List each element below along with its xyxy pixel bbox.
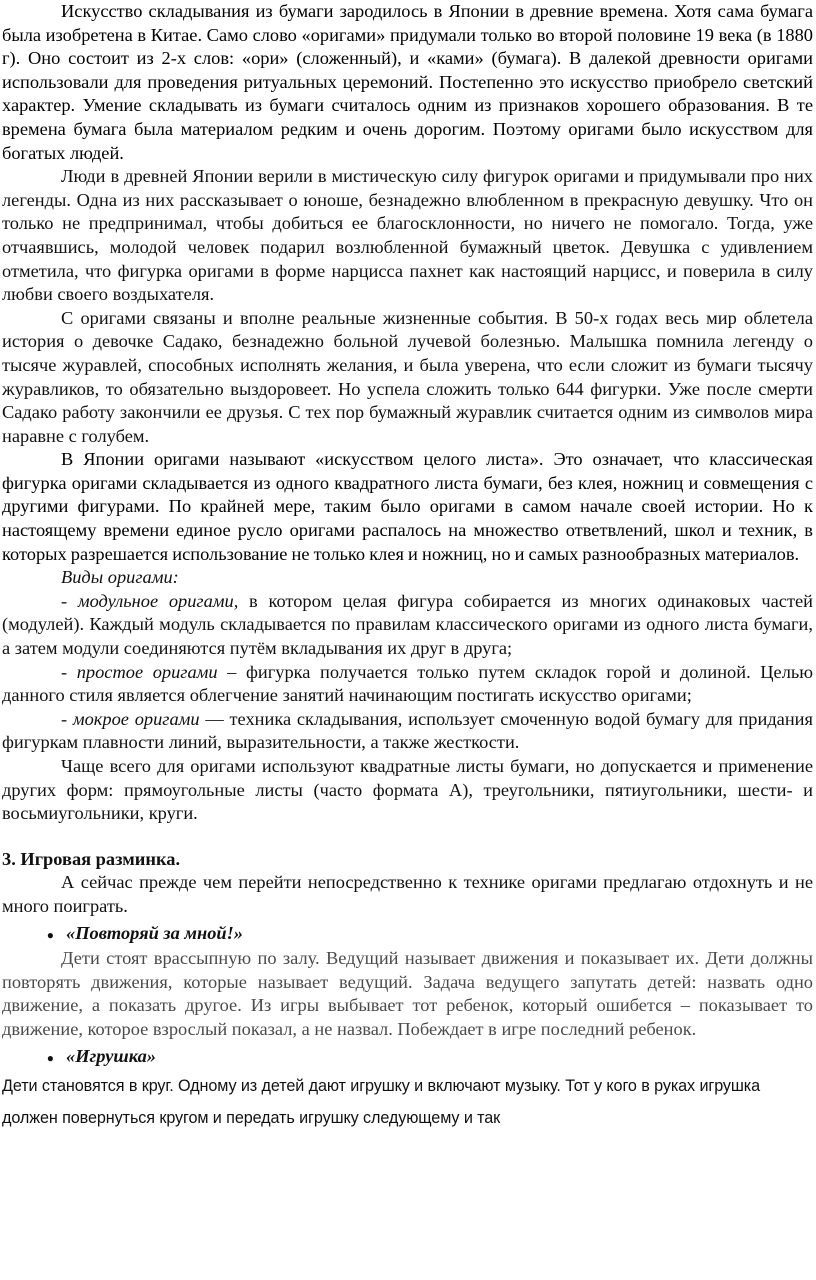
type-item-wet bbox=[2, 708, 813, 755]
type-dash: - bbox=[61, 661, 77, 682]
type-item-modular bbox=[2, 590, 813, 661]
paragraph-origin: Искусство складывания из бумаги зародилось в Японии в древние времена. Хотя сама бумага была изобретена в Китае. Само слово «оригами» придумали только во второй половине 19 века (в 1880 г). Оно состоит из 2-х слов: «ори» (сложенный), и «ками» (бумага). В далекой древности оригами использовали для проведения ритуальных церемоний. Постепенно это искусство приобрело светский характер. Умение складывать из бумаги считалось одним из признаков хорошего образования. В те времена бумага была материалом редким и очень дорогим. Поэтому оригами было искусством для богатых людей. bbox=[2, 1, 813, 163]
type-description: – фигурка получается только путем складок горой и долиной. Целью данного стиля является облегчение занятий начинающим постигать искусство оригами; bbox=[2, 661, 813, 706]
type-description: в котором целая фигура собирается из многих одинаковых частей (модулей). Каждый модуль складывается по правилам классического оригами из одного листа бумаги, а затем модули соединяются путём вкладывания их друг в друга; bbox=[2, 590, 813, 659]
type-description: — техника складывания, использует смоченную водой бумагу для придания фигуркам плавности линий, выразительности, а также жесткости. bbox=[2, 708, 813, 753]
type-dash: - bbox=[61, 708, 73, 729]
game-title: «Повторяй за мной!» bbox=[66, 922, 243, 943]
bullet-icon: ● bbox=[46, 1050, 54, 1065]
game-description: Дети стоят врассыпную по залу. Ведущий называет движения и показывает их. Дети должны повторять движения, которые называет ведущий. Задача ведущего запутать детей: назвать одно движение, а показать другое. Из игры выбывает тот ребенок, который ошибется – показывает то движение, которое взрослый показал, а не назвал. Побеждает в игре последний ребенок. bbox=[2, 948, 813, 1039]
type-item-simple bbox=[2, 661, 813, 708]
spacer bbox=[2, 826, 813, 848]
types-heading-text: Виды оригами: bbox=[61, 567, 179, 588]
paragraph-forms: Чаще всего для оригами используют квадратные листы бумаги, но допускается и применение других форм: прямоугольные листы (часто формата А), треугольники, пятиугольники, шести- и восьмиугольники, круги. bbox=[2, 756, 813, 824]
game-bullet-repeat bbox=[2, 919, 813, 948]
type-term: простое оригами bbox=[76, 661, 218, 682]
paragraph-whole-sheet: В Японии оригами называют «искусством целого листа». Это означает, что классическая фигурка оригами складывается из одного квадратного листа бумаги, без клея, ножниц и совмещения с другими фигурами. По крайней мере, таким было оригами в самом начале своей истории. Но к настоящему времени единое русло оригами распалось на множество ответвлений, школ и техник, в которых разрешается использование не только клея и ножниц, но и самых разнообразных материалов. bbox=[2, 449, 813, 564]
type-term: мокрое оригами bbox=[72, 708, 200, 729]
section-heading: 3. Игровая разминка. bbox=[2, 848, 181, 869]
type-term: модульное оригами, bbox=[77, 590, 239, 611]
bullet-icon: ● bbox=[46, 927, 54, 942]
game-description: Дети становятся в круг. Одному из детей дают игрушку и включают музыку. Тот у кого в руках игрушка должен повернуться кругом и передать игрушку следующему и так bbox=[2, 1077, 761, 1128]
type-dash: - bbox=[61, 590, 78, 611]
game-title: «Игрушка» bbox=[66, 1045, 156, 1066]
section-intro: А сейчас прежде чем перейти непосредственно к технике оригами предлагаю отдохнуть и не много поиграть. bbox=[2, 872, 813, 916]
paragraph-legend: Люди в древней Японии верили в мистическую силу фигурок оригами и придумывали про них легенды. Одна из них рассказывает о юноше, безнадежно влюбленном в прекрасную девушку. Что он только не предпринимал, чтобы добиться ее благосклонности, но ничего не помогало. Тогда, уже отчаявшись, молодой человек подарил возлюбленной бумажный цветок. Девушка с удивлением отметила, что фигурка оригами в форме нарцисса пахнет как настоящий нарцисс, и поверила в силу любви своего воздыхателя. bbox=[2, 166, 813, 305]
types-heading bbox=[2, 566, 813, 590]
game-bullet-toy bbox=[2, 1042, 813, 1071]
paragraph-sadako: С оригами связаны и вполне реальные жизненные события. В 50-х годах весь мир облетела история о девочке Садако, безнадежно больной лучевой болезнью. Малышка помнила легенду о тысяче журавлей, способных исполнять желания, и была уверена, что если сложит из бумаги тысячу журавликов, то обязательно выздоровеет. Но успела сложить только 644 фигурки. Уже после смерти Садако работу закончили ее друзья. С тех пор бумажный журавлик считается одним из символов мира наравне с голубем. bbox=[2, 307, 813, 446]
